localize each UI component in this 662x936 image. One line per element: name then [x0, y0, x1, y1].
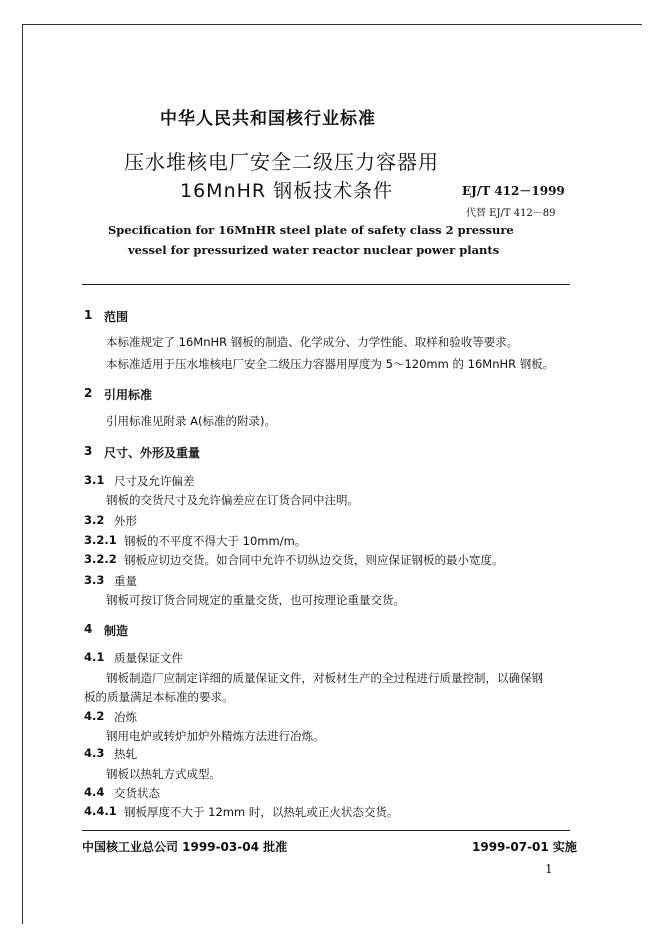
section-3-1-number: 3.1: [84, 473, 105, 487]
section-3-3-paragraph: 钢板可按订货合同规定的重量交货，也可按理论重量交货。: [106, 593, 405, 607]
section-3-3-title: 重量: [114, 574, 137, 588]
organization-title: 中华人民共和国核行业标准: [160, 109, 376, 129]
section-4-title: 制造: [104, 624, 129, 638]
section-2-title: 引用标准: [104, 388, 153, 402]
section-4-2-title: 冶炼: [114, 710, 137, 724]
section-2-paragraph: 引用标准见附录 A(标准的附录)。: [106, 414, 276, 428]
section-1-title: 范围: [104, 310, 129, 324]
section-4-2-paragraph: 钢用电炉或转炉加炉外精炼方法进行冶炼。: [106, 729, 325, 743]
section-4-1-title: 质量保证文件: [114, 651, 183, 665]
section-3-3-number: 3.3: [84, 573, 105, 587]
section-3-2-1-number: 3.2.1: [84, 533, 117, 547]
section-3-title: 尺寸、外形及重量: [104, 446, 201, 460]
section-3-2-2-number: 3.2.2: [84, 552, 117, 566]
section-4-1-paragraph-2: 板的质量满足本标准的要求。: [84, 690, 234, 704]
section-3-2-1-text: 钢板的不平度不得大于 10mm/m。: [124, 534, 307, 548]
section-3-2-title: 外形: [114, 514, 137, 528]
implementation-date: 1999-07-01 实施: [472, 840, 577, 854]
document-title-line2: 16MnHR 钢板技术条件: [180, 180, 394, 202]
section-4-4-1-number: 4.4.1: [84, 804, 117, 818]
section-4-1-number: 4.1: [84, 650, 105, 664]
standard-number: EJ/T 412－1999: [462, 184, 565, 198]
section-1-paragraph-1: 本标准规定了 16MnHR 钢板的制造、化学成分、力学性能、取样和验收等要求。: [106, 335, 519, 349]
section-3-1-paragraph: 钢板的交货尺寸及允许偏差应在订货合同中注明。: [106, 493, 359, 507]
section-3-2-number: 3.2: [84, 513, 105, 527]
section-4-1-paragraph-1: 钢板制造厂应制定详细的质量保证文件，对板材生产的全过程进行质量控制，以确保钢: [106, 671, 543, 685]
section-4-4-1-text: 钢板厚度不大于 12mm 时，以热轧或正火状态交货。: [124, 805, 399, 819]
page-number: 1: [545, 862, 553, 876]
english-title-line1: Specification for 16MnHR steel plate of safety class 2 pressure: [108, 223, 514, 237]
document-title-line1: 压水堆核电厂安全二级压力容器用: [124, 150, 439, 174]
section-3-2-2-text: 钢板应切边交货。如合同中允许不切纵边交货，则应保证钢板的最小宽度。: [124, 553, 504, 567]
section-4-3-number: 4.3: [84, 746, 105, 760]
english-title-line2: vessel for pressurized water reactor nuclear power plants: [128, 243, 500, 257]
section-4-3-title: 热轧: [114, 747, 137, 761]
header-divider: [82, 284, 570, 285]
section-2-number: 2: [84, 386, 93, 400]
page-frame-top: [22, 24, 642, 25]
replaces-standard: 代替 EJ/T 412－89: [466, 208, 556, 219]
section-3-1-title: 尺寸及允许偏差: [114, 474, 195, 488]
section-4-4-number: 4.4: [84, 785, 105, 799]
section-3-number: 3: [84, 444, 93, 458]
approval-line: 中国核工业总公司 1999-03-04 批准: [82, 840, 288, 854]
section-1-paragraph-2: 本标准适用于压水堆核电厂安全二级压力容器用厚度为 5～120mm 的 16MnHR 钢板。: [106, 357, 555, 371]
section-1-number: 1: [84, 308, 93, 322]
section-4-number: 4: [84, 622, 93, 636]
section-4-4-title: 交货状态: [114, 786, 160, 800]
section-4-2-number: 4.2: [84, 709, 105, 723]
footer-divider: [82, 830, 570, 831]
section-4-3-paragraph: 钢板以热轧方式成型。: [106, 767, 221, 781]
page-frame-left: [22, 24, 23, 924]
